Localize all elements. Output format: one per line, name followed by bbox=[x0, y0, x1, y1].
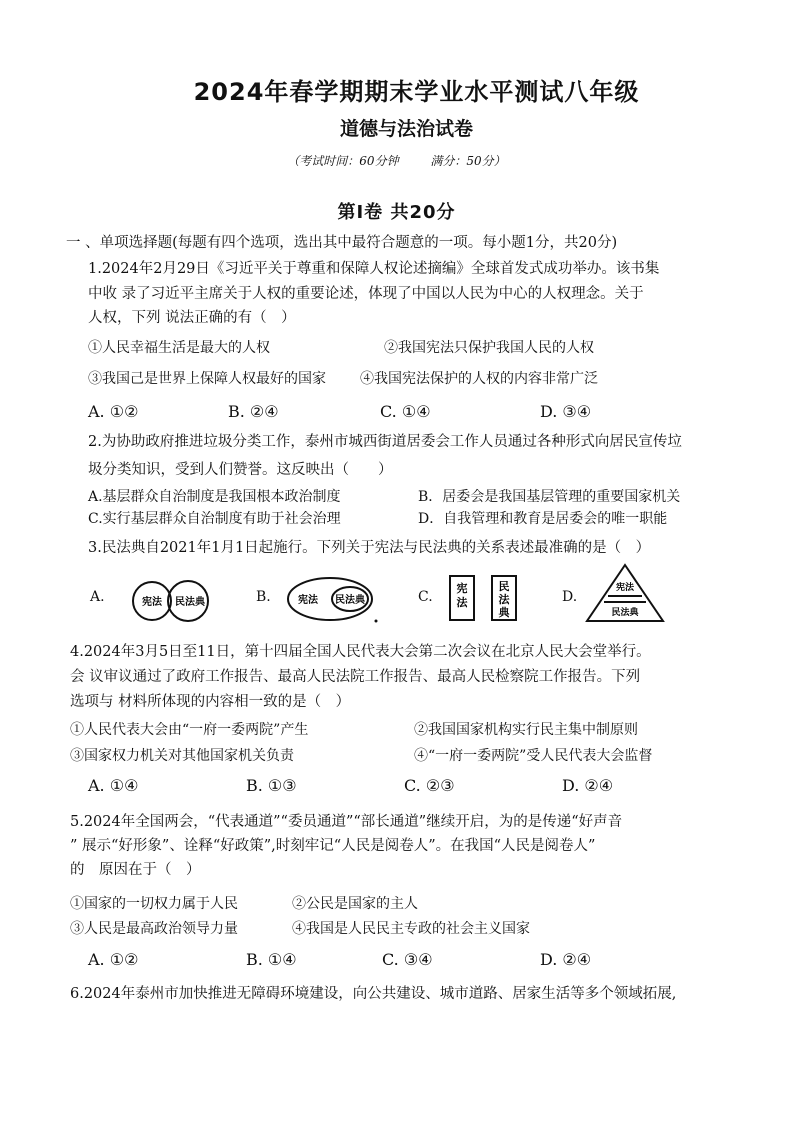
q5-statement-4: ④我国是人民民主专政的社会主义国家 bbox=[292, 921, 530, 937]
q4-choice-b[interactable]: B. ①③ bbox=[246, 776, 297, 795]
q4-statement-3: ③国家权力机关对其他国家机关负责 bbox=[70, 748, 294, 764]
q5-statement-3: ③人民是最高政治领导力量 bbox=[70, 921, 238, 937]
q4-line-3: 选项与 材料所体现的内容相一致的是（ ） bbox=[70, 694, 351, 710]
q5-statement-1: ①国家的一切权力属于人民 bbox=[70, 896, 238, 912]
q3-c-char-fa2: 法 bbox=[498, 593, 510, 606]
q3-b-label-minfadian: 民法典 bbox=[335, 595, 365, 606]
q4-statement-4: ④“一府一委两院”受人民代表大会监督 bbox=[414, 748, 653, 764]
exam-subtitle: 道德与法治试卷 bbox=[339, 118, 473, 140]
q1-statement-4: ④我国宪法保护的人权的内容非常广泛 bbox=[360, 371, 598, 387]
q3-choice-d[interactable]: D. bbox=[562, 589, 578, 605]
q4-line-2: 会 议审议通过了政府工作报告、最高人民法院工作报告、最高人民检察院工作报告。下列 bbox=[70, 669, 641, 685]
q2-choice-b[interactable]: B．居委会是我国基层管理的重要国家机关 bbox=[418, 489, 681, 505]
q3-line: 3.民法典自2021年1月1日起施行。下列关于宪法与民法典的关系表述最准确的是（ ） bbox=[88, 540, 651, 556]
q5-statement-2: ②公民是国家的主人 bbox=[292, 896, 418, 912]
q3-diagram-a bbox=[126, 580, 222, 622]
q4-choice-c[interactable]: C. ②③ bbox=[404, 776, 455, 795]
q3-b-label-xianfa: 宪法 bbox=[298, 595, 318, 606]
q3-d-label-xianfa: 宪法 bbox=[615, 583, 635, 593]
q6-line-1: 6.2024年泰州市加快推进无障碍环境建设，向公共建设、城市道路、居家生活等多个领域拓展, bbox=[70, 986, 677, 1002]
q3-diagram-b bbox=[286, 576, 382, 624]
q5-choice-d[interactable]: D. ②④ bbox=[540, 950, 592, 969]
q2-choice-a[interactable]: A.基层群众自治制度是我国根本政治制度 bbox=[88, 489, 341, 505]
exam-score: 满分：50分） bbox=[430, 154, 506, 168]
exam-title: 2024年春学期期末学业水平测试八年级 bbox=[193, 78, 640, 106]
q3-choice-a[interactable]: A. bbox=[90, 589, 105, 605]
q2-line-1: 2.为协助政府推进垃圾分类工作，泰州市城西街道居委会工作人员通过各种形式向居民宣传垃 bbox=[88, 434, 682, 450]
q3-c-char-min: 民 bbox=[498, 580, 510, 593]
q1-line-3: 人权，下列 说法正确的有（ ） bbox=[88, 310, 296, 326]
section-instruction: 一 、单项选择题(每题有四个选项，选出其中最符合题意的一项。每小题1分，共20分) bbox=[66, 235, 618, 251]
q2-choice-c[interactable]: C.实行基层群众自治制度有助于社会治理 bbox=[88, 511, 341, 527]
q3-c-char-fa: 法 bbox=[456, 596, 468, 609]
q5-choice-c[interactable]: C. ③④ bbox=[382, 950, 433, 969]
q3-c-char-xian: 宪 bbox=[456, 582, 468, 595]
part-heading: 第Ⅰ卷 共20分 bbox=[337, 202, 456, 223]
q1-statement-1: ①人民幸福生活是最大的人权 bbox=[88, 340, 270, 356]
q5-choice-a[interactable]: A. ①② bbox=[88, 950, 139, 969]
q4-choice-d[interactable]: D. ②④ bbox=[562, 776, 614, 795]
q3-diagram-c bbox=[446, 572, 522, 624]
q1-statement-2: ②我国宪法只保护我国人民的人权 bbox=[384, 340, 594, 356]
q4-statement-1: ①人民代表大会由“一府一委两院”产生 bbox=[70, 722, 309, 738]
q2-choice-d[interactable]: D．自我管理和教育是居委会的唯一职能 bbox=[418, 511, 668, 527]
q3-d-label-minfadian: 民法典 bbox=[611, 608, 639, 618]
q5-choice-b[interactable]: B. ①④ bbox=[246, 950, 297, 969]
q3-choice-b[interactable]: B. bbox=[256, 589, 271, 605]
q1-choice-d[interactable]: D. ③④ bbox=[540, 402, 592, 421]
q3-a-label-minfadian: 民法典 bbox=[175, 597, 205, 608]
q3-b-dot bbox=[375, 620, 378, 623]
q3-diagram-d bbox=[584, 562, 666, 624]
q5-line-2: ” 展示“好形象”、诠释“好政策”,时刻牢记“人民是阅卷人”。在我国“人民是阅卷人” bbox=[70, 838, 596, 854]
q2-line-2: 圾分类知识，受到人们赞誉。这反映出（ ） bbox=[88, 462, 393, 478]
exam-meta bbox=[0, 152, 793, 169]
q3-choice-c[interactable]: C. bbox=[418, 589, 433, 605]
q4-choice-a[interactable]: A. ①④ bbox=[88, 776, 139, 795]
exam-time: （考试时间：60分钟 bbox=[287, 154, 399, 168]
q5-line-3: 的 原因在于（ ） bbox=[70, 862, 201, 878]
q3-a-label-xianfa: 宪法 bbox=[142, 597, 162, 608]
q1-line-2: 中收 录了习近平主席关于人权的重要论述，体现了中国以人民为中心的人权理念。关于 bbox=[88, 286, 644, 302]
q4-statement-2: ②我国国家机构实行民主集中制原则 bbox=[414, 722, 638, 738]
q1-choice-b[interactable]: B. ②④ bbox=[228, 402, 279, 421]
q5-line-1: 5.2024年全国两会，“代表通道”“委员通道”“部长通道”继续开启，为的是传递“好声音 bbox=[70, 814, 623, 830]
q3-c-char-dian: 典 bbox=[498, 606, 510, 619]
q4-line-1: 4.2024年3月5日至11日，第十四届全国人民代表大会第二次会议在北京人民大会堂举行。 bbox=[70, 644, 651, 660]
q1-choice-a[interactable]: A. ①② bbox=[88, 402, 139, 421]
q1-choice-c[interactable]: C. ①④ bbox=[380, 402, 431, 421]
q1-statement-3: ③我国己是世界上保障人权最好的国家 bbox=[88, 371, 326, 387]
q1-line-1: 1.2024年2月29日《习近平关于尊重和保障人权论述摘编》全球首发式成功举办。该书集 bbox=[88, 261, 660, 277]
